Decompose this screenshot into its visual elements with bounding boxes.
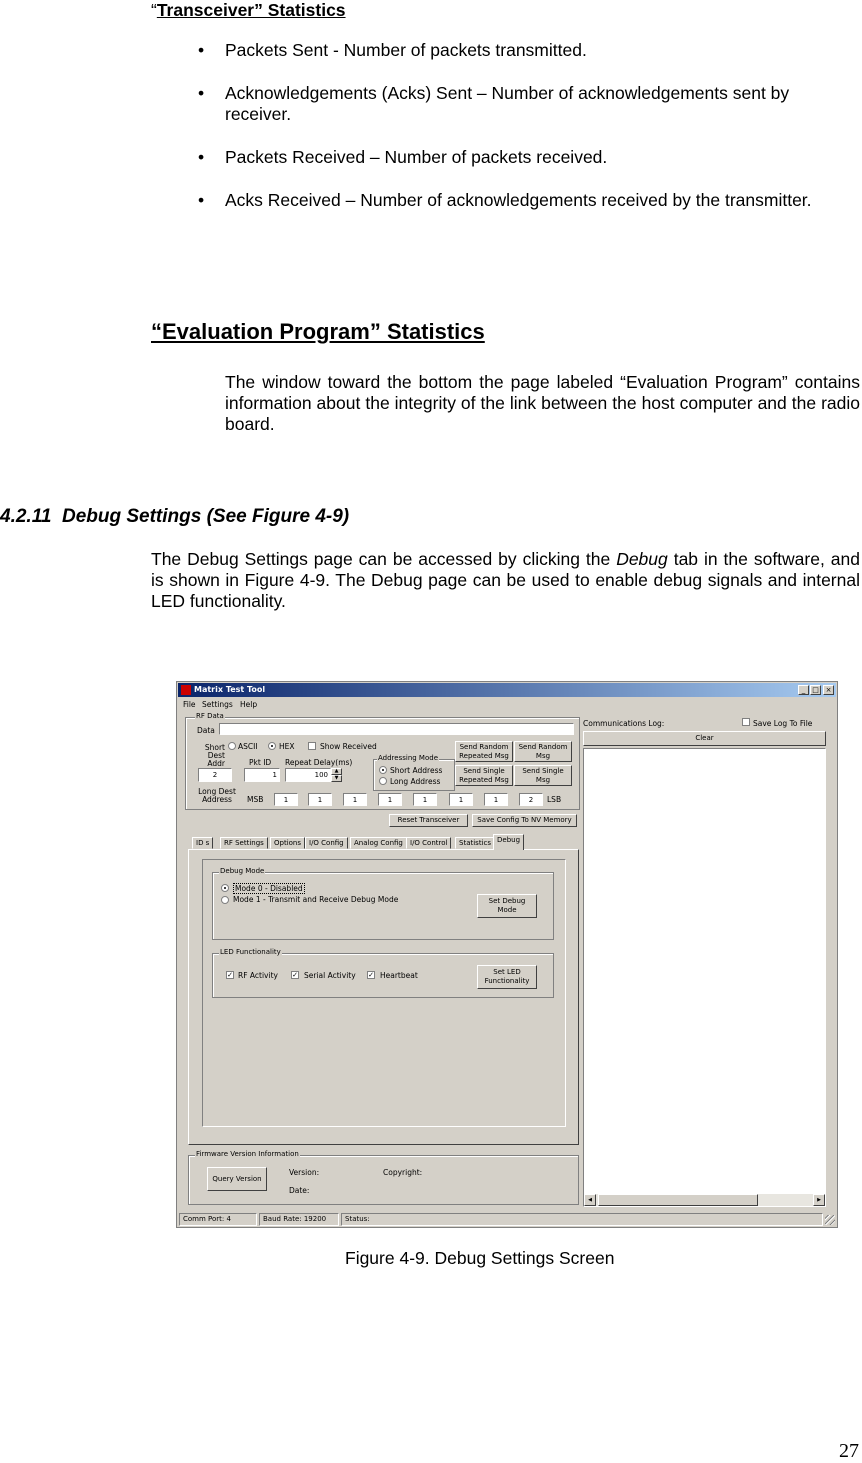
tab-analog-config[interactable]: Analog Config — [350, 837, 407, 849]
repeat-delay-label: Repeat Delay(ms) — [285, 758, 353, 767]
short-address-radio[interactable] — [379, 766, 387, 774]
rf-data-label: RF Data — [196, 712, 224, 720]
send-single-msg-button[interactable]: Send Single Msg — [514, 765, 572, 786]
repeat-delay-field[interactable]: 100 — [285, 768, 331, 782]
rf-activity-label: RF Activity — [238, 971, 278, 980]
save-log-label: Save Log To File — [753, 719, 813, 728]
send-random-msg-button[interactable]: Send Random Msg — [514, 741, 572, 762]
scroll-left-icon[interactable]: ◀ — [584, 1194, 596, 1206]
ascii-radio[interactable] — [228, 742, 236, 750]
tab-debug[interactable]: Debug — [493, 834, 524, 850]
horizontal-scrollbar[interactable] — [584, 1194, 825, 1206]
long-addr-byte-field[interactable]: 1 — [343, 793, 367, 806]
list-item: • Acks Received – Number of acknowledgements received by the transmitter. — [198, 190, 812, 210]
scroll-thumb[interactable] — [598, 1194, 758, 1206]
tab-rf-settings[interactable]: RF Settings — [220, 837, 268, 849]
list-item: • Packets Received – Number of packets received. — [198, 147, 608, 167]
page-number: 27 — [839, 1440, 859, 1462]
resize-grip-icon[interactable] — [825, 1215, 835, 1225]
show-received-checkbox[interactable] — [308, 742, 316, 750]
window-title: Matrix Test Tool — [194, 685, 266, 694]
serial-activity-label: Serial Activity — [304, 971, 356, 980]
mode0-label: Mode 0 - Disabled — [235, 884, 303, 893]
send-random-repeated-button[interactable]: Send Random Repeated Msg — [455, 741, 513, 762]
pkt-id-label: Pkt ID — [249, 758, 272, 767]
pkt-id-field[interactable]: 1 — [244, 768, 280, 782]
copyright-label: Copyright: — [383, 1168, 423, 1177]
transceiver-heading: “Transceiver” Statistics — [151, 0, 346, 20]
comm-log-textarea[interactable] — [583, 748, 826, 1207]
ascii-label: ASCII — [238, 742, 258, 751]
long-addr-byte-field[interactable]: 1 — [274, 793, 298, 806]
long-address-radio[interactable] — [379, 777, 387, 785]
debug-mode-label: Debug Mode — [220, 867, 265, 875]
tab-io-config[interactable]: I/O Config — [305, 837, 348, 849]
mode1-label: Mode 1 - Transmit and Receive Debug Mode — [233, 895, 399, 904]
save-config-button[interactable]: Save Config To NV Memory — [472, 814, 577, 827]
reset-transceiver-button[interactable]: Reset Transceiver — [389, 814, 468, 827]
title-bar[interactable] — [178, 683, 836, 697]
status-comm-port: Comm Port: 4 — [179, 1213, 257, 1226]
hex-label: HEX — [279, 742, 295, 751]
led-functionality-label: LED Functionality — [220, 948, 281, 956]
list-item: • Packets Sent - Number of packets transmitted. — [198, 40, 587, 60]
long-addr-byte-field[interactable]: 1 — [413, 793, 437, 806]
long-addr-byte-field[interactable]: 1 — [378, 793, 402, 806]
maximize-icon[interactable]: □ — [810, 685, 821, 695]
set-debug-mode-button[interactable]: Set Debug Mode — [477, 894, 537, 918]
section-heading: 4.2.11 Debug Settings (See Figure 4-9) — [0, 506, 350, 527]
mode1-radio[interactable] — [221, 896, 229, 904]
long-dest-label: Long Dest Address — [198, 787, 236, 804]
short-dest-label: Short Dest Addr — [204, 743, 225, 768]
firmware-label: Firmware Version Information — [196, 1150, 299, 1158]
lsb-label: LSB — [547, 795, 562, 804]
addressing-mode-label: Addressing Mode — [378, 754, 438, 762]
minimize-icon[interactable]: _ — [798, 685, 809, 695]
date-label: Date: — [289, 1186, 310, 1195]
data-label: Data — [197, 726, 215, 735]
figure-caption: Figure 4-9. Debug Settings Screen — [345, 1248, 615, 1268]
rf-activity-checkbox[interactable]: ✓ — [227, 971, 233, 979]
app-logo-icon — [181, 685, 191, 695]
long-addr-byte-field[interactable]: 1 — [308, 793, 332, 806]
heartbeat-checkbox[interactable]: ✓ — [368, 971, 374, 979]
hex-radio[interactable] — [268, 742, 276, 750]
send-single-repeated-button[interactable]: Send Single Repeated Msg — [455, 765, 513, 786]
tab-io-control[interactable]: I/O Control — [406, 837, 451, 849]
msb-label: MSB — [247, 795, 264, 804]
mode0-radio[interactable] — [221, 884, 229, 892]
close-icon[interactable]: × — [823, 685, 834, 695]
list-item: • Acknowledgements (Acks) Sent – Number of acknowledgements sent by receiver. — [198, 83, 790, 124]
long-address-label: Long Address — [390, 777, 441, 786]
tab-options[interactable]: Options — [270, 837, 305, 849]
status-text: Status: — [341, 1213, 823, 1226]
evaluation-paragraph: The window toward the bottom the page labeled “Evaluation Program” contains information about the integrity of the link between the host computer and the radio board. — [225, 372, 860, 434]
data-input[interactable] — [219, 723, 574, 735]
short-dest-field[interactable]: 2 — [198, 768, 232, 782]
long-addr-byte-field[interactable]: 1 — [484, 793, 508, 806]
spin-up-icon[interactable]: ▲ — [331, 768, 342, 775]
heartbeat-label: Heartbeat — [380, 971, 418, 980]
status-baud-rate: Baud Rate: 19200 — [259, 1213, 339, 1226]
section-paragraph: The Debug Settings page can be accessed by clicking the Debug tab in the software, and is shown in Figure 4-9. The Debug page can be used to enable debug signals and internal LED functionality. — [151, 549, 860, 611]
query-version-button[interactable]: Query Version — [207, 1167, 267, 1191]
transceiver-stat-list — [198, 40, 828, 211]
comm-log-label: Communications Log: — [583, 719, 665, 728]
spin-down-icon[interactable]: ▼ — [331, 775, 342, 782]
show-received-label: Show Received — [320, 742, 377, 751]
short-address-label: Short Address — [390, 766, 443, 775]
set-led-button[interactable]: Set LED Functionality — [477, 965, 537, 989]
tab-ids[interactable]: ID s — [192, 837, 213, 849]
long-addr-byte-field[interactable]: 2 — [519, 793, 543, 806]
addressing-mode-group — [373, 759, 455, 791]
clear-button[interactable]: Clear — [583, 731, 826, 746]
evaluation-heading: “Evaluation Program” Statistics — [151, 319, 485, 344]
version-label: Version: — [289, 1168, 320, 1177]
tab-statistics[interactable]: Statistics — [455, 837, 495, 849]
serial-activity-checkbox[interactable]: ✓ — [292, 971, 298, 979]
menu-help[interactable]: Help — [240, 700, 258, 709]
scroll-right-icon[interactable]: ▶ — [813, 1194, 825, 1206]
long-addr-byte-field[interactable]: 1 — [449, 793, 473, 806]
menu-file[interactable]: File — [183, 700, 196, 709]
menu-settings[interactable]: Settings — [202, 700, 233, 709]
save-log-checkbox[interactable] — [742, 718, 750, 726]
matrix-test-tool-window — [176, 681, 838, 1228]
